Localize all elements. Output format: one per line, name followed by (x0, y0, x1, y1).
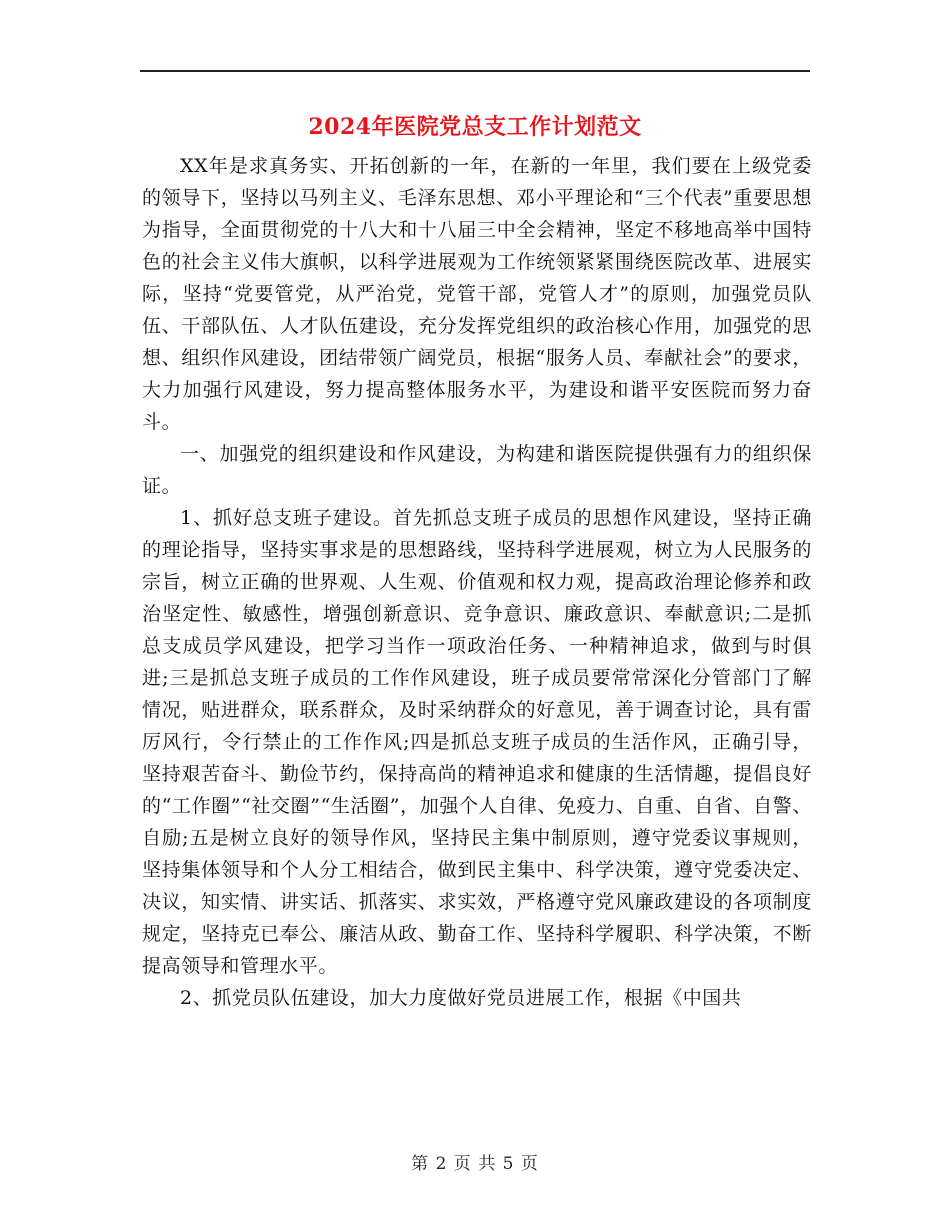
paragraph-item-1: 1、抓好总支班子建设。首先抓总支班子成员的思想作风建设，坚持正确的理论指导，坚持实事求是的思想路线，坚持科学进展观，树立为人民服务的宗旨，树立正确的世界观、人生观、价值观和权力观，提高政治理论修养和政治坚定性、敏感性，增强创新意识、竞争意识、廉政意识、奉献意识;二是抓总支成员学风建设，把学习当作一项政治任务、一种精神追求，做到与时俱进;三是抓总支班子成员的工作作风建设，班子成员要常常深化分管部门了解情况，贴进群众，联系群众，及时采纳群众的好意见，善于调查讨论，具有雷厉风行，令行禁止的工作作风;四是抓总支班子成员的生活作风，正确引导，坚持艰苦奋斗、勤俭节约，保持高尚的精神追求和健康的生活情趣，提倡良好的“工作圈”“社交圈”“生活圈”，加强个人自律、免疫力、自重、自省、自警、自励;五是树立良好的领导作风，坚持民主集中制原则，遵守党委议事规则，坚持集体领导和个人分工相结合，做到民主集中、科学决策，遵守党委决定、决议，知实情、讲实话、抓落实、求实效，严格遵守党风廉政建设的各项制度规定，坚持克已奉公、廉洁从政、勤奋工作、坚持科学履职、科学决策，不断提高领导和管理水平。 (142, 507, 812, 977)
document-body (142, 150, 812, 1014)
paragraph-intro: XX年是求真务实、开拓创新的一年，在新的一年里，我们要在上级党委的领导下，坚持以马列主义、毛泽东思想、邓小平理论和“三个代表”重要思想为指导，全面贯彻党的十八大和十八届三中全会精神，坚定不移地高举中国特色的社会主义伟大旗帜，以科学进展观为工作统领紧紧围绕医院改革、进展实际，坚持“党要管党，从严治党，党管干部，党管人才”的原则，加强党员队伍、干部队伍、人才队伍建设，充分发挥党组织的政治核心作用，加强党的思想、组织作风建设，团结带领广阔党员，根据“服务人员、奉献社会”的要求，大力加强行风建设，努力提高整体服务水平，为建设和谐平安医院而努力奋斗。 (142, 155, 812, 433)
header-rule (140, 70, 810, 72)
document-title: 2024年医院党总支工作计划范文 (308, 114, 642, 140)
paragraph-item-2: 2、抓党员队伍建设，加大力度做好党员进展工作，根据《中国共 (180, 987, 742, 1009)
page-number: 第 2 页 共 5 页 (411, 1154, 539, 1174)
paragraph-section-heading: 一、加强党的组织建设和作风建设，为构建和谐医院提供强有力的组织保证。 (142, 443, 812, 497)
